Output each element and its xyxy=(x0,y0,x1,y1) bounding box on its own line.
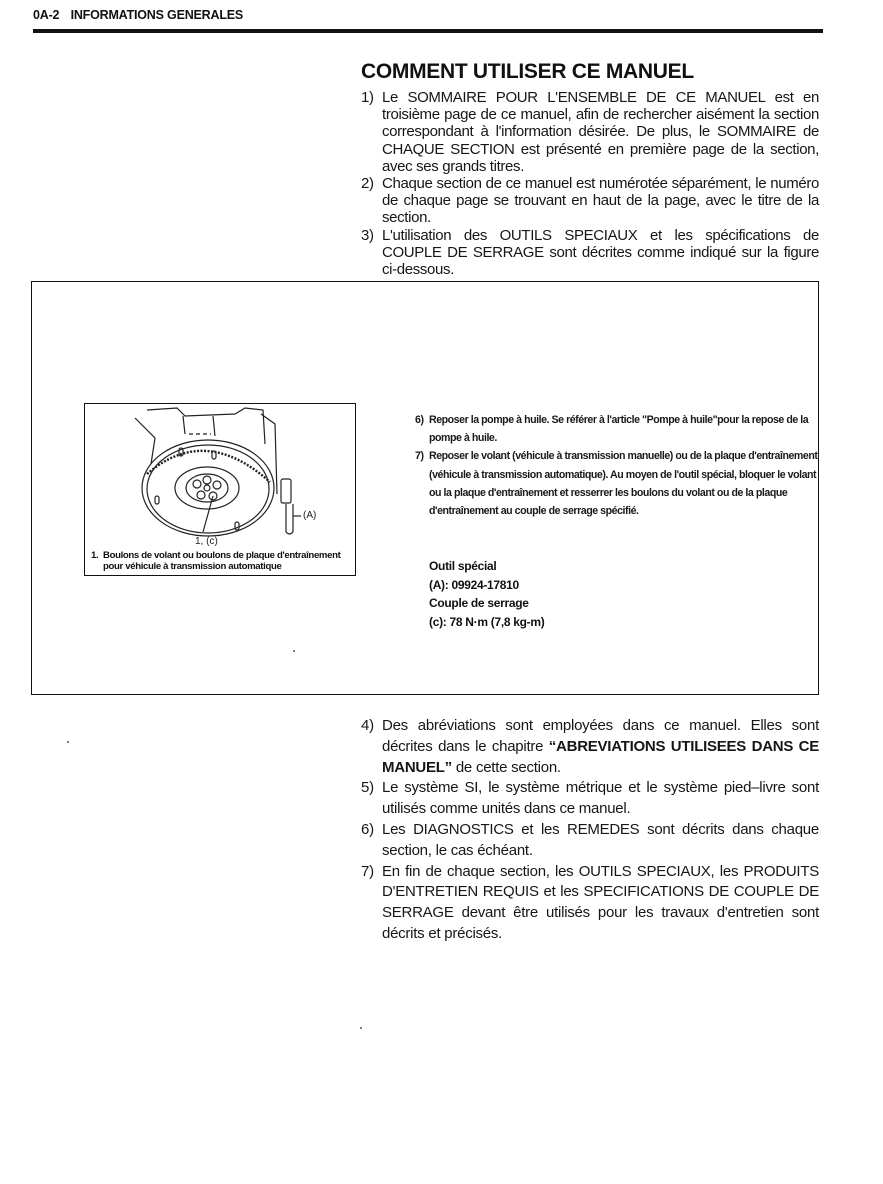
step-number: 6) xyxy=(415,414,424,426)
tool-callout: (A) xyxy=(303,510,317,521)
item-number: 6) xyxy=(361,820,374,838)
list-item xyxy=(361,716,819,778)
item-text: En fin de chaque section, les OUTILS SPECIAUX, les PRODUITS D'ENTRETIEN REQUIS et les SPECIFICATIONS DE COUPLE DE SERRAGE devant être utilisés pour les travaux d'entretien sont décrits et précisés. xyxy=(382,862,819,942)
step-text: Reposer la pompe à huile. Se référer à l'article "Pompe à huile"pour la repose de la pompe à huile. xyxy=(429,414,809,445)
special-tool-label: Outil spécial xyxy=(429,559,497,573)
item-text: de cette section. xyxy=(451,758,561,776)
item-text: Chaque section de ce manuel est numérotée séparément, le numéro de chaque page se trouvant en haut de la page, avec le titre de la section. xyxy=(382,175,819,227)
item-number: 2) xyxy=(361,175,374,193)
flywheel-illustration-icon xyxy=(85,404,355,549)
page-number: 0A-2 xyxy=(33,8,60,22)
page-title: COMMENT UTILISER CE MANUEL xyxy=(361,60,694,83)
part-callout: 1, (c) xyxy=(195,536,218,547)
item-number: 7) xyxy=(361,862,374,880)
more-list xyxy=(361,716,819,945)
special-tool-value: (A): 09924-17810 xyxy=(429,577,519,592)
item-number: 3) xyxy=(361,226,374,244)
item-number: 5) xyxy=(361,779,374,797)
scan-speck xyxy=(360,1027,362,1029)
scan-speck xyxy=(293,650,295,652)
item-number: 1) xyxy=(361,89,374,106)
intro-list xyxy=(361,89,819,278)
list-item xyxy=(361,778,819,820)
item-text: Les DIAGNOSTICS et les REMEDES sont décrits dans chaque section, le cas échéant. xyxy=(382,820,819,859)
torque-label: Couple de serrage xyxy=(429,596,529,610)
spec-block xyxy=(429,557,544,631)
item-text: L'utilisation des OUTILS SPECIAUX et les spécifications de COUPLE DE SERRAGE sont décrites comme indiqué sur la figure ci-dessous. xyxy=(382,226,819,279)
item-text: Le SOMMAIRE POUR L'ENSEMBLE DE CE MANUEL est en troisième page de ce manuel, afin de rechercher aisément la section correspondant à l'information désirée. De plus, le SOMMAIRE de CHAQUE SECTION est présenté en première page de la section, avec ses grands titres. xyxy=(382,89,819,175)
step-number: 7) xyxy=(415,450,424,463)
caption-number: 1. xyxy=(91,550,99,561)
item-text-bold: “ABREVIATIONS UTILISEES DANS CE MANUEL” xyxy=(382,737,819,776)
step-text: Reposer le volant (véhicule à transmission manuelle) ou de la plaque d'entraînement (véhicule à transmission automatique). Au moyen de l'outil spécial, bloquer le volant ou la plaque d'entraînement et resserrer les boulons du volant ou de la plaque d'entraînement au couple de serrage spécifié. xyxy=(429,450,818,518)
item-text: Des abréviations sont employées dans ce manuel. Elles sont décrites dans le chapitre xyxy=(382,717,819,755)
procedure-list xyxy=(415,411,820,520)
section-name: INFORMATIONS GENERALES xyxy=(70,8,244,22)
list-item xyxy=(361,89,819,175)
procedure-step xyxy=(415,447,820,520)
page-header xyxy=(33,8,243,22)
torque-value: (c): 78 N·m (7,8 kg-m) xyxy=(429,614,545,629)
list-item xyxy=(361,175,819,227)
list-item xyxy=(361,227,819,279)
list-item xyxy=(361,862,819,945)
caption-text: Boulons de volant ou boulons de plaque d'entraînement pour véhicule à transmission automatique xyxy=(103,550,341,572)
figure-box xyxy=(84,403,356,576)
item-text: Le système SI, le système métrique et le système pied–livre sont utilisés comme unités dans ce manuel. xyxy=(382,779,819,818)
item-number: 4) xyxy=(361,717,374,734)
figure-caption xyxy=(91,551,353,572)
list-item xyxy=(361,820,819,862)
procedure-step xyxy=(415,411,820,447)
scan-speck xyxy=(67,741,69,743)
header-rule xyxy=(33,29,823,33)
